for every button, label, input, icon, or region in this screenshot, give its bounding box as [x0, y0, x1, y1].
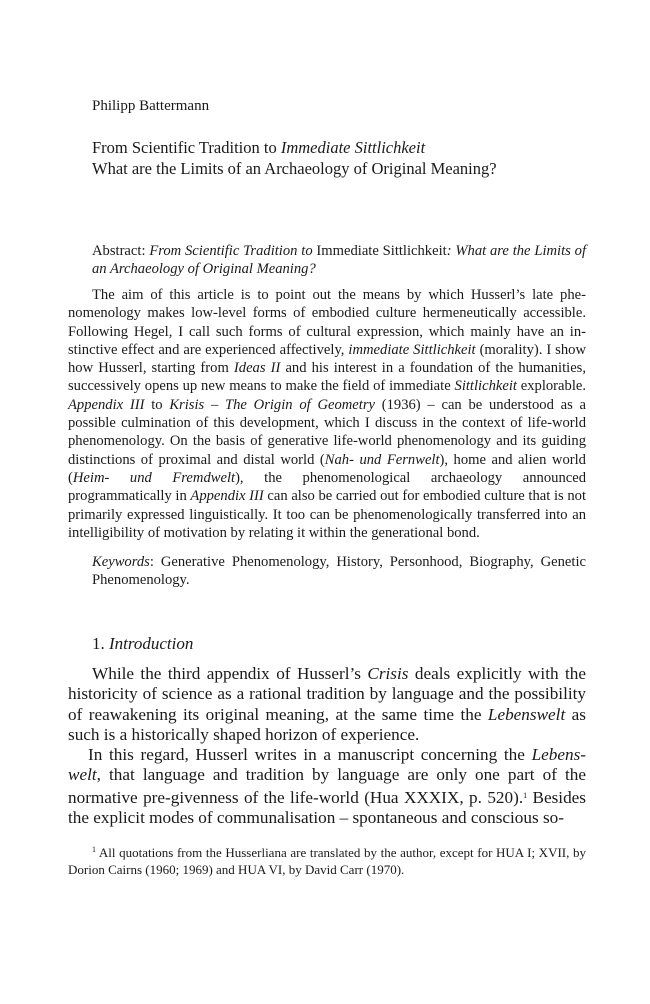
keywords-list: : Generative Phenomenology, History, Personhood, Biography, Genetic Phenomenology.	[92, 554, 586, 589]
abstract-text: (1936) – can be understood as a possible culmination of this development, which I discuss in the context of life-world phenomenology. On the basis of generative life-world phenomenology and its guiding distinctions of proximal and distal world (	[68, 396, 587, 468]
footnote	[68, 841, 586, 878]
paragraph-text: , that language and tradition by language are only one part of the normative pre-givenness of the life-world (Hua XXXIX, p. 520).	[68, 765, 586, 807]
paragraph-text: Besides the explicit modes of communalisation – spontaneous and conscious so-	[68, 787, 586, 828]
section-heading	[92, 633, 193, 655]
abstract-text: The aim of this article is to point out the means by which Husserl’s late phenomenology makes low-level forms of embodied culture hermeneutically accessible. Following Hegel, I call such forms of cultural expression, which mainly have an instinctive effect and are experienced affectively,	[68, 287, 586, 358]
article-title	[92, 137, 497, 179]
title-text: From Scientific Tradition to	[92, 138, 281, 157]
abstract-text: explorable.	[516, 378, 586, 395]
abstract-text: and his interest in a foundation of the humanities, successively opens up new means to make the field of immediate	[68, 360, 587, 395]
footnote-reference[interactable]: 1	[523, 790, 528, 800]
abstract-emphasis: Sittlichkeit	[454, 378, 517, 395]
paragraph-text: deals explicitly with the historicity of science as a rational tradition by language and the possibility of reawakening its original meaning, at the same time the	[68, 664, 586, 724]
section-title: Introduction	[109, 634, 194, 653]
paragraph	[68, 745, 586, 828]
abstract-emphasis: Krisis – The Origin of Geometry	[169, 396, 375, 413]
paragraph-emphasis: Lebenswelt	[68, 745, 586, 785]
abstract-emphasis: Nah- und Fernwelt	[324, 451, 440, 468]
abstract-body	[68, 286, 586, 542]
introduction-body	[68, 664, 586, 828]
abstract-text: can also be carried out for embodied culture that is not primarily expressed linguistically. It too can be phenomenologically transferred into an intelligibility of motivation by relating it within the generational bond.	[68, 488, 587, 541]
abstract-emphasis: Appendix III	[190, 488, 264, 505]
paragraph-text: In this regard, Husserl writes in a manuscript concerning the	[88, 745, 532, 765]
title-line-1	[92, 137, 497, 158]
abstract-title-roman: Immediate Sittlichkeit	[312, 243, 447, 259]
subtitle: What are the Limits of an Archaeology of Original Meaning?	[92, 159, 497, 178]
paragraph-text: as such is a historically shaped horizon of experience.	[68, 704, 586, 744]
abstract-text: to	[144, 396, 170, 413]
paragraph-emphasis: Lebenswelt	[487, 704, 566, 724]
abstract-emphasis: Heim- und Fremdwelt	[72, 469, 236, 486]
title-emphasis: Immediate Sittlichkeit	[280, 138, 426, 157]
footnote-marker: 1	[92, 845, 96, 854]
author-name: Philipp Battermann	[92, 98, 210, 114]
abstract-text: (morality). I show how Husserl, starting from	[68, 341, 586, 377]
abstract-emphasis: Ideas II	[233, 360, 281, 377]
section-number: 1.	[92, 634, 109, 653]
abstract-heading	[92, 242, 586, 279]
abstract-emphasis: immediate Sittlichkeit	[348, 341, 476, 358]
abstract-label: Abstract:	[92, 243, 150, 259]
abstract-title-italic-1: From Scientific Tradition to	[149, 243, 313, 259]
paragraph	[68, 664, 586, 745]
abstract-text: ), home and alien world (	[68, 451, 586, 486]
footnote-text: All quotations from the Husserliana are translated by the author, except for HUA I; XVII, by Dorion Cairns (1960; 1969) and HUA VI, by David Carr (1970).	[68, 845, 586, 877]
abstract-emphasis: Appendix III	[68, 396, 145, 413]
keywords-label: Keywords	[92, 554, 150, 570]
abstract-title-italic-2: : What are the Limits of an Archaeology of Original Meaning?	[92, 243, 587, 278]
paragraph-emphasis: Crisis	[367, 664, 409, 683]
paragraph-text: While the third appendix of Husserl’s	[92, 664, 368, 683]
keywords	[92, 553, 586, 590]
abstract-text: ), the phenomenological archaeology announced programmatically in	[68, 469, 586, 505]
